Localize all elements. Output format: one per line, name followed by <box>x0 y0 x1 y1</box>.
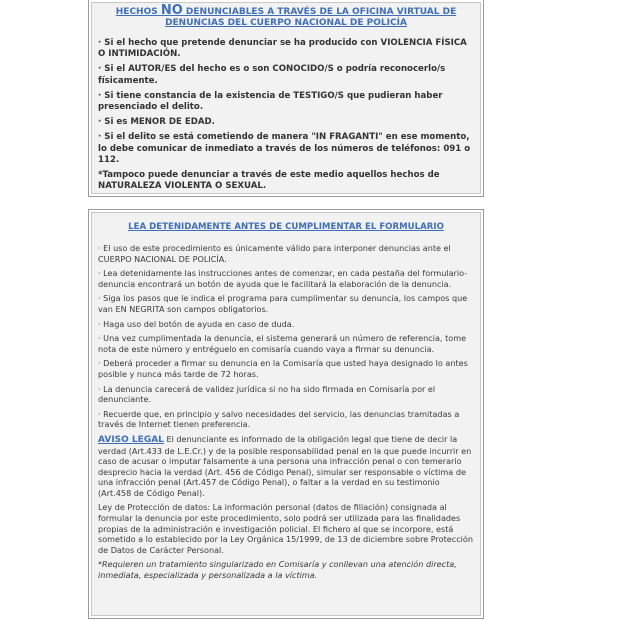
legal-notice <box>98 434 474 499</box>
legal-notice-label: AVISO LEGAL <box>98 434 164 445</box>
title-part: DENUNCIABLES A TRAVÉS DE LA OFICINA VIRTUAL DE DENUNCIAS DEL CUERPO NACIONAL DE POLICÍA <box>165 7 457 28</box>
list-item: · Si el hecho que pretende denunciar se ha producido con VIOLENCIA FÍSICA O INTIMIDACIÓN. <box>98 38 467 60</box>
title-no: NO <box>160 3 183 18</box>
list-item: · La denuncia carecerá de validez jurídica si no ha sido firmada en Comisaría por el denunciante. <box>98 383 436 405</box>
list-item: · Siga los pasos que le indica el programa para cumplimentar su denuncia, los campos que van EN NEGRITA son campos obligatorios. <box>98 293 468 314</box>
list-item: · Deberá proceder a firmar su denuncia en la Comisaría que usted haya designado lo antes posible y nunca más tarde de 72 horas. <box>98 358 468 379</box>
list-item: · Recuerde que, en principio y salvo necesidades del servicio, las denuncias tramitadas a través de Internet tienen preferencia. <box>98 408 460 430</box>
instructions-title: LEA DETENIDAMENTE ANTES DE CUMPLIMENTAR EL FORMULARIO <box>128 222 444 232</box>
list-item: · Una vez cumplimentada la denuncia, el sistema generará un número de referencia, tome nota de este número y entréguelo en comisaría cuando vaya a firmar su denuncia. <box>98 333 467 354</box>
non-reportable-title <box>98 5 474 29</box>
list-item: *Tampoco puede denunciar a través de este medio aquellos hechos de NATURALEZA VIOLENTA O SEXUAL. <box>98 170 440 192</box>
list-item: · Si tiene constancia de la existencia de TESTIGO/S que pudieran haber presenciado el delito. <box>98 90 443 113</box>
list-item: · Lea detenidamente las instrucciones antes de comenzar, en cada pestaña del formulario-denuncia encontrará un botón de ayuda que le facilitará la elaboración de la denuncia. <box>98 268 468 289</box>
list-item: · El uso de este procedimiento es únicamente válido para interponer denuncias ante el CUERPO NACIONAL DE POLICÍA. <box>98 243 451 264</box>
list-item: · Si es MENOR DE EDAD. <box>98 117 215 128</box>
footnote: *Requieren un tratamiento singularizado en Comisaría y conllevan una atención directa, inmediata, especializada y personalizada a la víctima. <box>98 559 457 581</box>
non-reportable-panel <box>88 0 484 197</box>
list-item: · Haga uso del botón de ayuda en caso de duda. <box>98 318 295 329</box>
title-part: HECHOS <box>115 7 161 17</box>
data-protection-notice: Ley de Protección de datos: La información personal (datos de filiación) consignada al formular la denuncia por este procedimiento, solo podrá ser utilizada para las finalidades propias de la administración e investigación policial. El fichero al que se incorpore, está sometido a lo establecido por la Ley Orgánica 15/1999, de 13 de diciembre sobre Protección de Datos de Carácter Personal. <box>98 502 474 555</box>
instructions-panel <box>88 209 484 619</box>
list-item: · Si el AUTOR/ES del hecho es o son CONOCIDO/S o podría reconocerlo/s físicamente. <box>98 64 446 86</box>
list-item: · Si el delito se está cometiendo de manera "IN FRAGANTI" en ese momento, lo debe comunicar de inmediato a través de los números de teléfonos: 091 o 112. <box>98 132 471 165</box>
legal-notice-text: El denunciante es informado de la obligación legal que tiene de decir la verdad (Art.433 de L.E.Cr.) y de la posible responsabilidad penal en la que puede incurrir en caso de acusar o imputar falsamente a una persona una infracción penal o con temerario desprecio hacia la verdad (Art. 456 de Código Penal), simular ser responsable o víctima de una infracción penal (Art.457 de Código Penal), o faltar a la verdad en su testimonio (Art.458 de Código Penal). <box>98 433 472 498</box>
